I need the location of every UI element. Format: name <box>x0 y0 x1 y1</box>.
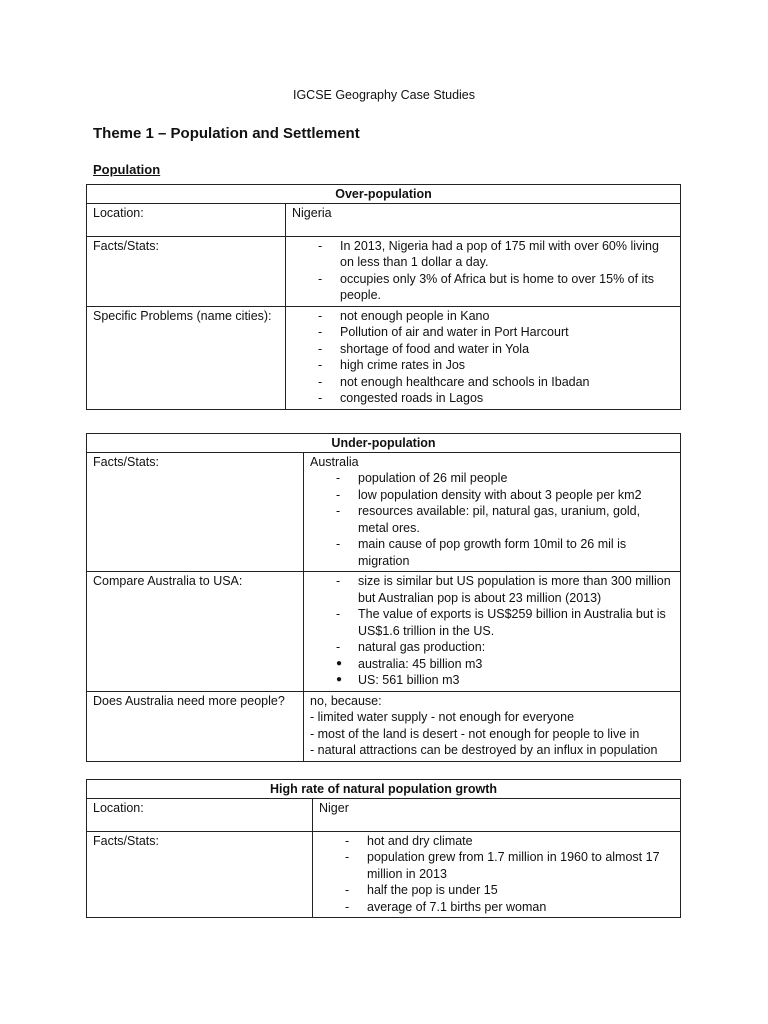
facts-list <box>319 833 674 916</box>
list-item: - Pollution of air and water in Port Harcourt <box>318 324 674 341</box>
list-item: - The value of exports is US$259 billion in Australia but is US$1.6 trillion in the US. <box>336 606 674 639</box>
need-line: - limited water supply - not enough for everyone <box>310 710 575 724</box>
need-line: no, because: <box>310 693 382 708</box>
need-line: - most of the land is desert - not enough for people to live in <box>310 726 640 741</box>
location-label: Location: <box>87 798 313 831</box>
document-title: IGCSE Geography Case Studies <box>292 88 476 102</box>
location-value: Nigeria <box>286 203 681 236</box>
list-item: - size is similar but US population is more than 300 million but Australian pop is about 23 million (2013) <box>336 573 674 606</box>
need-label: Does Australia need more people? <box>87 691 304 761</box>
location-value: Niger <box>313 798 681 831</box>
facts-label: Facts/Stats: <box>87 236 286 306</box>
list-item: - congested roads in Lagos <box>318 390 674 407</box>
problems-label: Specific Problems (name cities): <box>87 306 286 409</box>
list-item: ● US: 561 billion m3 <box>336 672 674 689</box>
list-item: - shortage of food and water in Yola <box>318 341 674 358</box>
facts-location: Australia <box>310 454 359 469</box>
list-item: - not enough people in Kano <box>318 308 674 325</box>
list-item: - occupies only 3% of Africa but is home to over 15% of its people. <box>318 271 674 304</box>
natural-growth-table <box>86 779 681 918</box>
list-item: - main cause of pop growth form 10mil to 26 mil is migration <box>336 536 674 569</box>
theme-heading: Theme 1 – Population and Settlement <box>93 125 360 142</box>
list-item: - resources available: pil, natural gas, uranium, gold, metal ores. <box>336 503 674 536</box>
list-item: - not enough healthcare and schools in Ibadan <box>318 374 674 391</box>
compare-label: Compare Australia to USA: <box>87 572 304 692</box>
facts-list <box>310 470 674 569</box>
list-item: - population of 26 mil people <box>336 470 674 487</box>
list-item: - low population density with about 3 people per km2 <box>336 487 674 504</box>
need-line: - natural attractions can be destroyed by an influx in population <box>310 743 658 757</box>
over-population-table <box>86 184 681 410</box>
compare-list <box>310 573 674 656</box>
table-heading: High rate of natural population growth <box>87 780 681 799</box>
gas-production-list <box>310 656 674 689</box>
list-item: - average of 7.1 births per woman <box>345 899 674 916</box>
facts-label: Facts/Stats: <box>87 452 304 572</box>
list-item: - In 2013, Nigeria had a pop of 175 mil with over 60% living on less than 1 dollar a day. <box>318 238 674 271</box>
list-item: - natural gas production: <box>336 639 674 656</box>
under-population-table <box>86 433 681 762</box>
table-heading: Over-population <box>87 185 681 204</box>
table-heading: Under-population <box>87 434 681 453</box>
list-item: - population grew from 1.7 million in 1960 to almost 17 million in 2013 <box>345 849 674 882</box>
list-item: - hot and dry climate <box>345 833 674 850</box>
list-item: - high crime rates in Jos <box>318 357 674 374</box>
list-item: - half the pop is under 15 <box>345 882 674 899</box>
location-label: Location: <box>87 203 286 236</box>
facts-list <box>292 238 674 304</box>
problems-list <box>292 308 674 407</box>
section-heading: Population <box>93 162 161 177</box>
facts-label: Facts/Stats: <box>87 831 313 918</box>
list-item: ● australia: 45 billion m3 <box>336 656 674 673</box>
